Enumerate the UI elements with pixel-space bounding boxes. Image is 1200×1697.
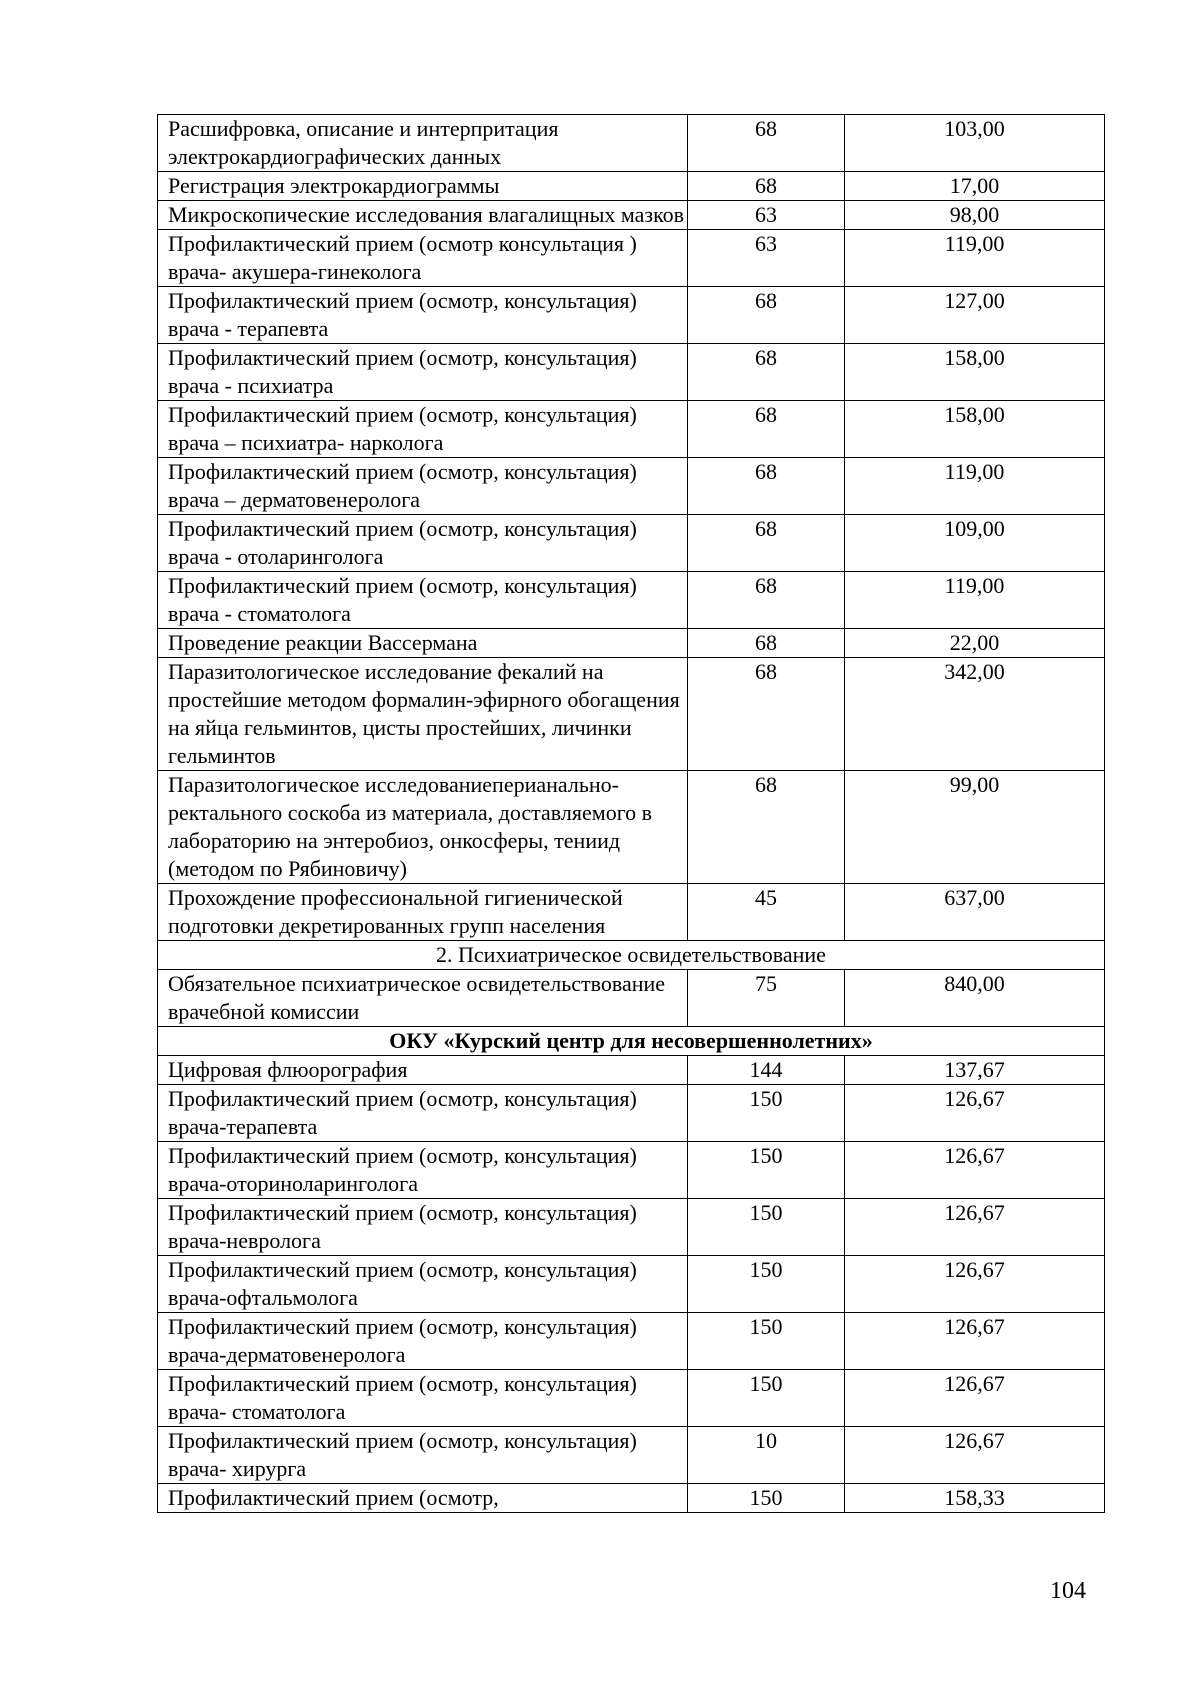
service-name-cell: Прохождение профессиональной гигиенической подготовки декретированных групп населения <box>158 884 688 941</box>
table-row <box>158 1370 1105 1427</box>
table-row <box>158 172 1105 201</box>
price-cell: 126,67 <box>845 1427 1105 1484</box>
table-row <box>158 629 1105 658</box>
quantity-cell: 68 <box>688 172 845 201</box>
quantity-cell: 68 <box>688 344 845 401</box>
price-cell: 126,67 <box>845 1256 1105 1313</box>
table-row <box>158 1142 1105 1199</box>
table-row <box>158 1199 1105 1256</box>
table-row <box>158 458 1105 515</box>
price-cell: 637,00 <box>845 884 1105 941</box>
quantity-cell: 150 <box>688 1370 845 1427</box>
service-name-cell: Профилактический прием (осмотр, консультация) врача - стоматолога <box>158 572 688 629</box>
price-cell: 137,67 <box>845 1056 1105 1085</box>
table-row <box>158 287 1105 344</box>
table-row <box>158 1056 1105 1085</box>
quantity-cell: 150 <box>688 1484 845 1513</box>
table-row <box>158 515 1105 572</box>
quantity-cell: 68 <box>688 515 845 572</box>
price-cell: 119,00 <box>845 458 1105 515</box>
price-cell: 119,00 <box>845 572 1105 629</box>
price-cell: 127,00 <box>845 287 1105 344</box>
quantity-cell: 68 <box>688 115 845 172</box>
quantity-cell: 63 <box>688 201 845 230</box>
quantity-cell: 68 <box>688 629 845 658</box>
price-cell: 98,00 <box>845 201 1105 230</box>
price-cell: 99,00 <box>845 771 1105 884</box>
price-cell: 126,67 <box>845 1313 1105 1370</box>
price-cell: 126,67 <box>845 1199 1105 1256</box>
table-row <box>158 201 1105 230</box>
price-cell: 119,00 <box>845 230 1105 287</box>
quantity-cell: 68 <box>688 771 845 884</box>
price-cell: 158,00 <box>845 344 1105 401</box>
table-row <box>158 572 1105 629</box>
service-name-cell: Регистрация электрокардиограммы <box>158 172 688 201</box>
quantity-cell: 150 <box>688 1256 845 1313</box>
service-name-cell: Профилактический прием (осмотр, консультация) врача-дерматовенеролога <box>158 1313 688 1370</box>
quantity-cell: 68 <box>688 458 845 515</box>
service-name-cell: Профилактический прием (осмотр, консультация) врача-невролога <box>158 1199 688 1256</box>
quantity-cell: 144 <box>688 1056 845 1085</box>
quantity-cell: 150 <box>688 1313 845 1370</box>
service-name-cell: Профилактический прием (осмотр, консультация) врача - отоларинголога <box>158 515 688 572</box>
section-title: ОКУ «Курский центр для несовершеннолетних» <box>158 1027 1105 1056</box>
price-cell: 103,00 <box>845 115 1105 172</box>
price-cell: 126,67 <box>845 1085 1105 1142</box>
service-name-cell: Профилактический прием (осмотр, консультация) врача - психиатра <box>158 344 688 401</box>
price-cell: 17,00 <box>845 172 1105 201</box>
service-name-cell: Паразитологическое исследование фекалий на простейшие методом формалин-эфирного обогащения на яйца гельминтов, цисты простейших, личинки гельминтов <box>158 658 688 771</box>
service-name-cell: Профилактический прием (осмотр, консультация) врача- стоматолога <box>158 1370 688 1427</box>
quantity-cell: 68 <box>688 287 845 344</box>
service-name-cell: Цифровая флюорография <box>158 1056 688 1085</box>
quantity-cell: 10 <box>688 1427 845 1484</box>
service-name-cell: Профилактический прием (осмотр консультация ) врача- акушера-гинеколога <box>158 230 688 287</box>
quantity-cell: 63 <box>688 230 845 287</box>
quantity-cell: 150 <box>688 1085 845 1142</box>
service-name-cell: Обязательное психиатрическое освидетельствование врачебной комиссии <box>158 970 688 1027</box>
table-row <box>158 658 1105 771</box>
table-row <box>158 771 1105 884</box>
quantity-cell: 75 <box>688 970 845 1027</box>
quantity-cell: 150 <box>688 1142 845 1199</box>
service-name-cell: Профилактический прием (осмотр, консультация) врача-офтальмолога <box>158 1256 688 1313</box>
price-cell: 158,00 <box>845 401 1105 458</box>
table-row <box>158 401 1105 458</box>
service-name-cell: Профилактический прием (осмотр, консультация) врача- хирурга <box>158 1427 688 1484</box>
quantity-cell: 68 <box>688 572 845 629</box>
table-row <box>158 1484 1105 1513</box>
service-name-cell: Профилактический прием (осмотр, консультация) врача-оториноларинголога <box>158 1142 688 1199</box>
services-price-table <box>157 114 1105 1513</box>
table-row <box>158 1313 1105 1370</box>
service-name-cell: Профилактический прием (осмотр, консультация) врача-терапевта <box>158 1085 688 1142</box>
table-row <box>158 1427 1105 1484</box>
service-name-cell: Расшифровка, описание и интерпритация электрокардиографических данных <box>158 115 688 172</box>
section-title: 2. Психиатрическое освидетельствование <box>158 941 1105 970</box>
service-name-cell: Профилактический прием (осмотр, консультация) врача – дерматовенеролога <box>158 458 688 515</box>
section-header-row <box>158 941 1105 970</box>
service-name-cell: Профилактический прием (осмотр, <box>158 1484 688 1513</box>
quantity-cell: 45 <box>688 884 845 941</box>
service-name-cell: Профилактический прием (осмотр, консультация) врача - терапевта <box>158 287 688 344</box>
price-cell: 158,33 <box>845 1484 1105 1513</box>
price-cell: 109,00 <box>845 515 1105 572</box>
table-row <box>158 230 1105 287</box>
table-body <box>158 115 1105 1513</box>
table-row <box>158 884 1105 941</box>
section-header-row <box>158 1027 1105 1056</box>
price-cell: 22,00 <box>845 629 1105 658</box>
table-row <box>158 1256 1105 1313</box>
service-name-cell: Микроскопические исследования влагалищных мазков <box>158 201 688 230</box>
quantity-cell: 68 <box>688 401 845 458</box>
table-row <box>158 1085 1105 1142</box>
service-name-cell: Паразитологическое исследованиеперианально-ректального соскоба из материала, доставляемого в лабораторию на энтеробиоз, онкосферы, тениид (методом по Рябиновичу) <box>158 771 688 884</box>
price-cell: 126,67 <box>845 1370 1105 1427</box>
quantity-cell: 68 <box>688 658 845 771</box>
table-row <box>158 344 1105 401</box>
table-row <box>158 970 1105 1027</box>
quantity-cell: 150 <box>688 1199 845 1256</box>
price-cell: 840,00 <box>845 970 1105 1027</box>
price-cell: 342,00 <box>845 658 1105 771</box>
page-number: 104 <box>1050 1578 1086 1604</box>
service-name-cell: Проведение реакции Вассермана <box>158 629 688 658</box>
service-name-cell: Профилактический прием (осмотр, консультация) врача – психиатра- нарколога <box>158 401 688 458</box>
table-row <box>158 115 1105 172</box>
price-cell: 126,67 <box>845 1142 1105 1199</box>
